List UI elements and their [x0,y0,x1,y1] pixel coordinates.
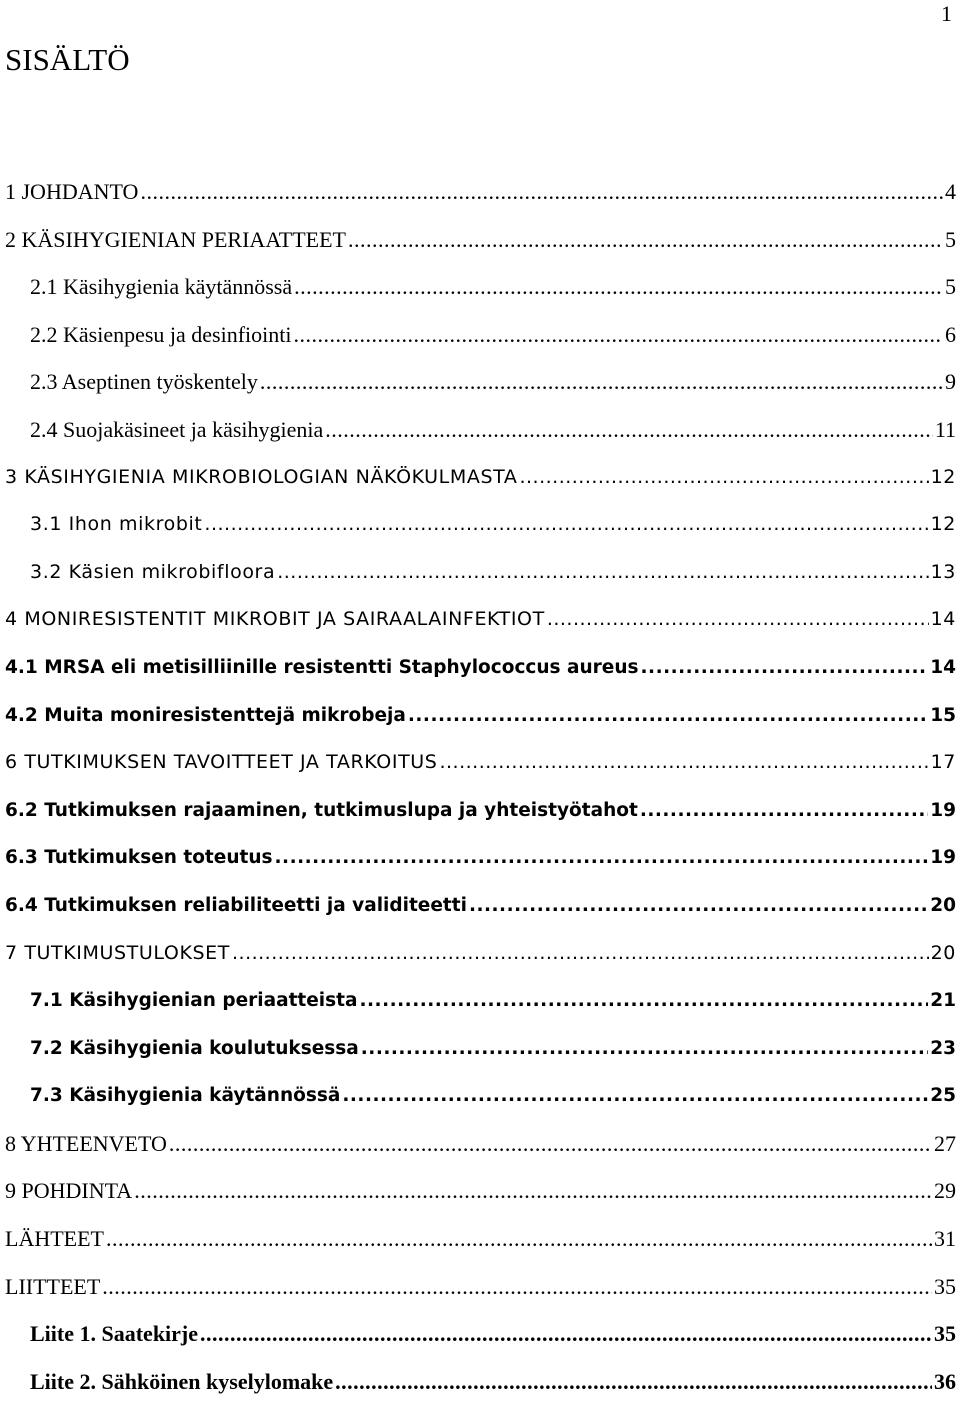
toc-entry-label: 1 JOHDANTO [5,179,139,204]
toc-entry-johdanto[interactable] [0,168,960,216]
toc-entry-pohdinta[interactable] [0,1167,960,1215]
toc-entry-3-2[interactable] [0,549,960,597]
toc-entry-moniresistentit[interactable] [0,596,960,644]
toc-entry-page: 15 [930,704,956,726]
toc-entry-7-3[interactable] [0,1072,960,1120]
dot-leader [408,692,928,739]
toc-entry-2-4[interactable] [0,406,960,454]
toc-entry-page: 27 [934,1130,956,1156]
toc-entry-yhteenveto[interactable] [0,1120,960,1168]
toc-entry-label: 7.3 Käsihygienia käytännössä [30,1085,341,1107]
toc-entry-4-1[interactable] [0,644,960,692]
toc-entry-page: 12 [930,465,956,488]
toc-entry-page: 17 [930,751,956,774]
toc-entry-label: LÄHTEET [5,1226,104,1252]
toc-entry-label: 2.1 Käsihygienia käytännössä [30,274,293,300]
dot-leader [361,1025,928,1072]
toc-entry-3-1[interactable] [0,501,960,549]
toc-entry-label: 3.1 Ihon mikrobit [30,513,203,536]
dot-leader [342,1072,928,1119]
toc-entry-6-3[interactable] [0,834,960,882]
dot-leader [260,358,943,405]
dot-leader [335,1358,932,1405]
toc-entry-page: 21 [930,990,956,1012]
toc-entry-page: 25 [930,1085,956,1107]
toc-entry-label: 4.2 Muita moniresistenttejä mikrobeja [5,704,406,726]
toc-entry-7-2[interactable] [0,1025,960,1073]
toc-entry-liite-1[interactable] [0,1310,960,1358]
toc-entry-label: 2.2 Käsienpesu ja desinfiointi [30,321,292,347]
toc-entry-page: 12 [930,513,956,536]
dot-leader [348,216,943,263]
dot-leader [275,834,929,881]
toc-entry-label: 9 POHDINTA [5,1178,133,1204]
toc-entry-7-1[interactable] [0,977,960,1025]
dot-leader [469,882,928,929]
dot-leader [439,739,928,786]
toc-entry-lahteet[interactable] [0,1215,960,1263]
toc-entry-page: 11 [934,416,956,442]
dot-leader [641,644,929,691]
dot-leader [200,1310,932,1357]
toc-entry-label: 3.2 Käsien mikrobifloora [30,560,276,583]
toc-entry-label: 8 YHTEENVETO [5,1130,167,1156]
toc-entry-label: 4 MONIRESISTENTIT MIKROBIT JA SAIRAALAINFEKTIOT [5,608,545,631]
dot-leader [204,501,928,548]
toc-entry-page: 19 [930,847,956,869]
toc-entry-page: 29 [934,1178,956,1204]
toc-entry-page: 6 [945,321,956,347]
toc-entry-page: 19 [930,799,956,821]
dot-leader [294,263,943,310]
toc-entry-tutkimuksen-tavoitteet[interactable] [0,739,960,787]
toc-entry-label: 2.3 Aseptinen työskentely [30,369,258,395]
toc-entry-page: 13 [930,560,956,583]
toc-entry-page: 14 [930,608,956,631]
dot-leader [232,930,929,977]
toc-entry-label: 2 KÄSIHYGIENIAN PERIAATTEET [5,226,346,252]
dot-leader [519,454,928,501]
toc-entry-6-4[interactable] [0,882,960,930]
dot-leader [140,168,943,215]
page-number: 1 [941,1,952,26]
toc-entry-page: 4 [945,179,956,204]
dot-leader [640,787,928,834]
table-of-contents [0,168,960,1405]
toc-entry-label: Liite 1. Saatekirje [30,1321,199,1347]
toc-entry-page: 14 [930,656,956,678]
toc-entry-kasihygienia-mikrobiologian[interactable] [0,454,960,502]
toc-entry-page: 35 [934,1321,956,1347]
dot-leader [325,406,933,453]
toc-entry-page: 20 [930,894,956,916]
dot-leader [547,596,929,643]
toc-entry-4-2[interactable] [0,692,960,740]
toc-entry-liite-2[interactable] [0,1358,960,1405]
toc-entry-label: 3 KÄSIHYGIENIA MIKROBIOLOGIAN NÄKÖKULMASTA [5,465,518,488]
dot-leader [294,311,943,358]
dot-leader [106,1215,932,1262]
toc-heading: SISÄLTÖ [5,42,130,77]
toc-entry-2-2[interactable] [0,311,960,359]
toc-entry-label: Liite 2. Sähköinen kyselylomake [30,1368,334,1394]
toc-entry-page: 5 [945,274,956,300]
toc-entry-page: 23 [930,1037,956,1059]
toc-entry-label: 7.1 Käsihygienian periaatteista [30,990,358,1012]
toc-entry-tutkimustulokset[interactable] [0,930,960,978]
dot-leader [102,1263,932,1310]
toc-entry-label: 6.4 Tutkimuksen reliabiliteetti ja validiteetti [5,894,467,916]
toc-entry-label: 4.1 MRSA eli metisilliinille resistentti Staphylococcus aureus [5,656,639,678]
toc-entry-page: 35 [934,1273,956,1299]
toc-entry-2-3[interactable] [0,358,960,406]
toc-entry-label: 6.3 Tutkimuksen toteutus [5,847,273,869]
toc-entry-label: LIITTEET [5,1273,101,1299]
toc-entry-label: 6 TUTKIMUKSEN TAVOITTEET JA TARKOITUS [5,751,438,774]
toc-entry-kasihygienian-periaatteet[interactable] [0,216,960,264]
toc-entry-label: 7 TUTKIMUSTULOKSET [5,941,230,964]
toc-entry-2-1[interactable] [0,263,960,311]
toc-entry-6-2[interactable] [0,787,960,835]
toc-entry-page: 20 [930,941,956,964]
toc-entry-page: 5 [945,226,956,252]
toc-entry-liitteet[interactable] [0,1263,960,1311]
dot-leader [360,977,929,1024]
toc-entry-label: 7.2 Käsihygienia koulutuksessa [30,1037,359,1059]
toc-entry-page: 9 [945,369,956,395]
toc-entry-page: 36 [934,1368,956,1394]
dot-leader [134,1167,932,1214]
toc-entry-label: 6.2 Tutkimuksen rajaaminen, tutkimuslupa ja yhteistyötahot [5,799,638,821]
toc-entry-page: 31 [934,1226,956,1252]
toc-entry-label: 2.4 Suojakäsineet ja käsihygienia [30,416,324,442]
dot-leader [169,1120,932,1167]
dot-leader [277,549,928,596]
